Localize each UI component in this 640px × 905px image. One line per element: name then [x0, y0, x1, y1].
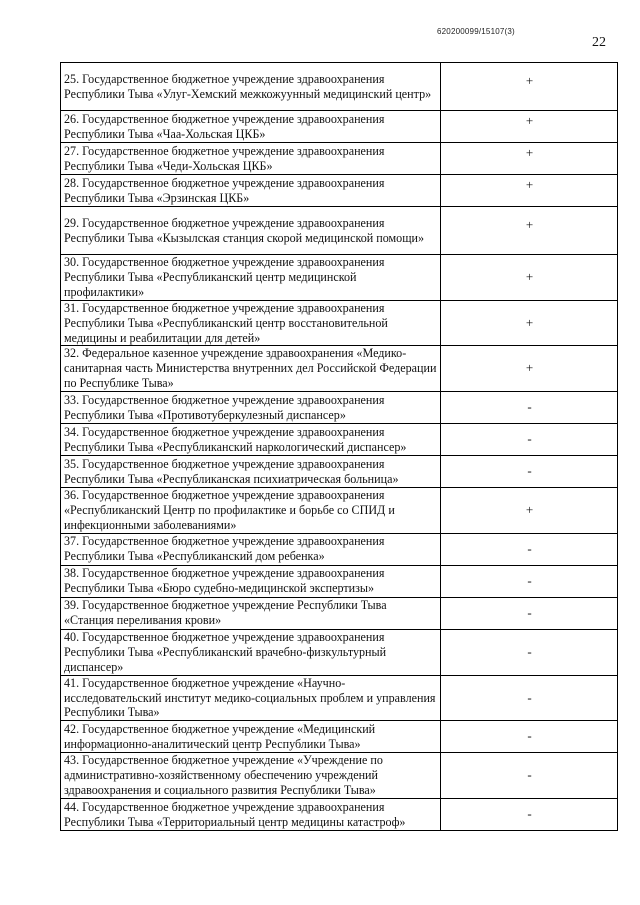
- table-row: [61, 753, 618, 799]
- table-row: [61, 456, 618, 488]
- institution-name: 25. Государственное бюджетное учреждение здравоохранения Республики Тыва «Улуг-Хемский межкожуунный медицинский центр»: [61, 63, 441, 111]
- table-row: [61, 799, 618, 831]
- institution-name: 41. Государственное бюджетное учреждение «Научно-исследовательский институт медико-социальных проблем и управления Республики Тыва»: [61, 675, 441, 721]
- status-mark-value: +: [525, 145, 534, 161]
- institution-name: 28. Государственное бюджетное учреждение здравоохранения Республики Тыва «Эрзинская ЦКБ»: [61, 175, 441, 207]
- status-mark: [441, 753, 618, 799]
- status-mark: [441, 456, 618, 488]
- status-mark-value: -: [527, 728, 532, 744]
- table-row: [61, 392, 618, 424]
- institution-name: 37. Государственное бюджетное учреждение здравоохранения Республики Тыва «Республиканский дом ребенка»: [61, 533, 441, 565]
- institution-name: 43. Государственное бюджетное учреждение «Учреждение по административно-хозяйственному обеспечению учреждений здравоохранения и социального развития Республики Тыва»: [61, 753, 441, 799]
- status-mark-value: +: [525, 360, 534, 376]
- institution-name: 40. Государственное бюджетное учреждение здравоохранения Республики Тыва «Республиканский врачебно-физкультурный диспансер»: [61, 629, 441, 675]
- institution-name: 35. Государственное бюджетное учреждение здравоохранения Республики Тыва «Республиканская психиатрическая больница»: [61, 456, 441, 488]
- table-row: [61, 565, 618, 597]
- status-mark: [441, 629, 618, 675]
- status-mark: [441, 207, 618, 255]
- table-row: [61, 424, 618, 456]
- institutions-table: [60, 62, 618, 831]
- status-mark: [441, 255, 618, 301]
- status-mark: [441, 111, 618, 143]
- page-number: 22: [592, 35, 606, 50]
- institution-name: 36. Государственное бюджетное учреждение здравоохранения «Республиканский Центр по профилактике и борьбе со СПИД и инфекционными заболеваниями»: [61, 488, 441, 534]
- status-mark-value: +: [525, 268, 534, 284]
- status-mark-value: -: [527, 604, 532, 620]
- status-mark: [441, 565, 618, 597]
- table-row: [61, 721, 618, 753]
- institution-name: 44. Государственное бюджетное учреждение здравоохранения Республики Тыва «Территориальный центр медицины катастроф»: [61, 799, 441, 831]
- institution-name: 30. Государственное бюджетное учреждение здравоохранения Республики Тыва «Республиканский центр медицинской профилактики»: [61, 255, 441, 301]
- table-row: [61, 63, 618, 111]
- institution-name: 27. Государственное бюджетное учреждение здравоохранения Республики Тыва «Чеди-Хольская ЦКБ»: [61, 143, 441, 175]
- status-mark: [441, 300, 618, 346]
- status-mark-value: +: [525, 217, 534, 233]
- institution-name: 32. Федеральное казенное учреждение здравоохранения «Медико-санитарная часть Министерства внутренних дел Российской Федерации по Республике Тыва»: [61, 346, 441, 392]
- status-mark-value: -: [527, 806, 532, 822]
- table-row: [61, 143, 618, 175]
- institution-name: 29. Государственное бюджетное учреждение здравоохранения Республики Тыва «Кызылская станция скорой медицинской помощи»: [61, 207, 441, 255]
- status-mark-value: -: [527, 689, 532, 705]
- table-row: [61, 207, 618, 255]
- status-mark-value: -: [527, 767, 532, 783]
- table-row: [61, 175, 618, 207]
- status-mark: [441, 63, 618, 111]
- status-mark: [441, 488, 618, 534]
- status-mark: [441, 175, 618, 207]
- table-row: [61, 488, 618, 534]
- table-row: [61, 533, 618, 565]
- status-mark: [441, 799, 618, 831]
- table-row: [61, 255, 618, 301]
- institution-name: 34. Государственное бюджетное учреждение здравоохранения Республики Тыва «Республиканский наркологический диспансер»: [61, 424, 441, 456]
- status-mark-value: +: [525, 177, 534, 193]
- status-mark-value: +: [525, 314, 534, 330]
- status-mark: [441, 721, 618, 753]
- status-mark-value: +: [525, 502, 534, 518]
- table-row: [61, 597, 618, 629]
- institution-name: 39. Государственное бюджетное учреждение Республики Тыва «Станция переливания крови»: [61, 597, 441, 629]
- status-mark: [441, 597, 618, 629]
- status-mark-value: +: [525, 113, 534, 129]
- status-mark: [441, 143, 618, 175]
- status-mark-value: -: [527, 463, 532, 479]
- table-row: [61, 111, 618, 143]
- status-mark: [441, 533, 618, 565]
- institution-name: 31. Государственное бюджетное учреждение здравоохранения Республики Тыва «Республиканский центр восстановительной медицины и реабилитации для детей»: [61, 300, 441, 346]
- institution-name: 26. Государственное бюджетное учреждение здравоохранения Республики Тыва «Чаа-Хольская ЦКБ»: [61, 111, 441, 143]
- table-row: [61, 346, 618, 392]
- table-row: [61, 675, 618, 721]
- status-mark-value: +: [525, 73, 534, 89]
- status-mark-value: -: [527, 399, 532, 415]
- institution-name: 42. Государственное бюджетное учреждение «Медицинский информационно-аналитический центр Республики Тыва»: [61, 721, 441, 753]
- institution-name: 33. Государственное бюджетное учреждение здравоохранения Республики Тыва «Противотуберкулезный диспансер»: [61, 392, 441, 424]
- status-mark-value: -: [527, 643, 532, 659]
- status-mark-value: -: [527, 572, 532, 588]
- institution-name: 38. Государственное бюджетное учреждение здравоохранения Республики Тыва «Бюро судебно-медицинской экспертизы»: [61, 565, 441, 597]
- status-mark: [441, 392, 618, 424]
- status-mark: [441, 424, 618, 456]
- document-registration-code: 620200099/15107(3): [437, 27, 515, 36]
- status-mark-value: -: [527, 540, 532, 556]
- table-row: [61, 629, 618, 675]
- status-mark: [441, 675, 618, 721]
- status-mark-value: -: [527, 431, 532, 447]
- status-mark: [441, 346, 618, 392]
- table-row: [61, 300, 618, 346]
